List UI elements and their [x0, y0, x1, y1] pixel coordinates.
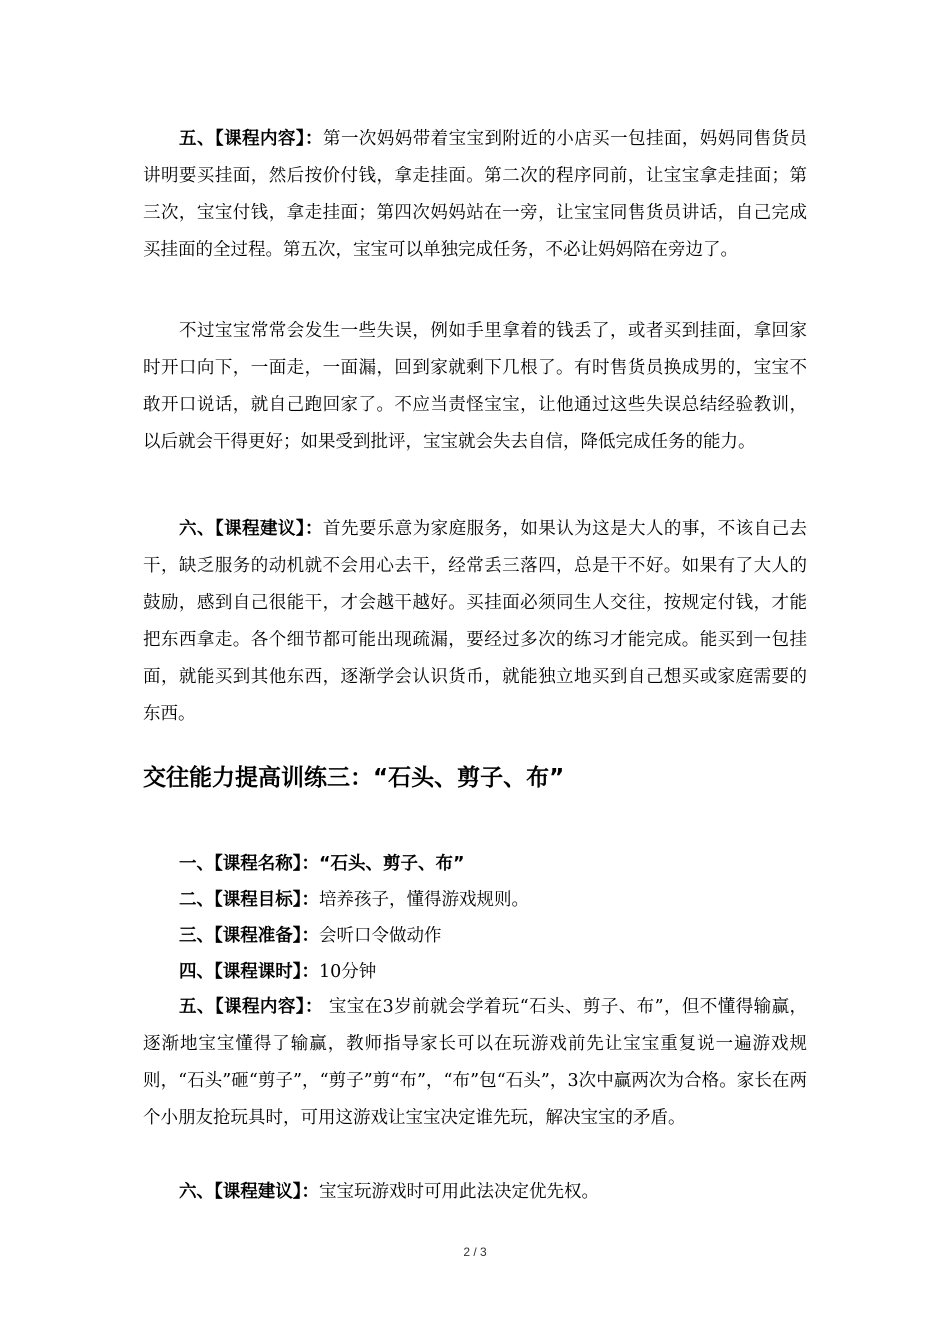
game-advice-label: 六、【课程建议】： [179, 1182, 319, 1202]
course-prep-label: 三、【课程准备】： [179, 926, 319, 946]
page-number: 2 / 3 [463, 1245, 487, 1259]
course-duration-item [179, 954, 376, 991]
mistakes-paragraph [143, 313, 807, 461]
mistakes-text: 不过宝宝常常会发生一些失误，例如手里拿着的钱丢了，或者买到挂面，拿回家时开口向下，一面走，一面漏，回到家就剩下几根了。有时售货员换成男的，宝宝不敢开口说话，就自己跑回家了。不应当责怪宝宝，让他通过这些失误总结经验教训，以后就会干得更好；如果受到批评，宝宝就会失去自信，降低完成任务的能力。 [143, 321, 807, 452]
course-goal-item [179, 882, 529, 919]
course-duration-value: 10分钟 [319, 962, 377, 982]
course-goal-value: 培养孩子，懂得游戏规则。 [319, 890, 529, 910]
course-advice-paragraph [143, 511, 807, 733]
course-content-label: 五、【课程内容】： [179, 129, 323, 149]
game-content-paragraph [143, 989, 807, 1137]
game-advice-item [179, 1174, 599, 1211]
course-prep-item [179, 918, 442, 955]
course-content-paragraph [143, 121, 807, 269]
course-advice-label: 六、【课程建议】： [179, 519, 323, 539]
course-name-item [179, 846, 465, 883]
course-prep-value: 会听口令做动作 [319, 926, 442, 946]
game-advice-text: 宝宝玩游戏时可用此法决定优先权。 [319, 1182, 599, 1202]
course-name-value: “石头、剪子、布” [319, 854, 465, 874]
course-goal-label: 二、【课程目标】： [179, 890, 319, 910]
course-advice-text: 首先要乐意为家庭服务，如果认为这是大人的事，不该自己去干，缺乏服务的动机就不会用心去干，经常丢三落四，总是干不好。如果有了大人的鼓励，感到自己很能干，才会越干越好。买挂面必须同生人交往，按规定付钱，才能把东西拿走。各个细节都可能出现疏漏，要经过多次的练习才能完成。能买到一包挂面，就能买到其他东西，逐渐学会认识货币，就能独立地买到自己想买或家庭需要的东西。 [143, 519, 808, 724]
game-content-text: 宝宝在3岁前就会学着玩“石头、剪子、布”，但不懂得输赢，逐渐地宝宝懂得了输赢，教师指导家长可以在玩游戏前先让宝宝重复说一遍游戏规则，“石头”砸“剪子”，“剪子”剪“布”，“布”包“石头”，3次中赢两次为合格。家长在两个小朋友抢玩具时，可用这游戏让宝宝决定谁先玩，解决宝宝的矛盾。 [143, 997, 808, 1128]
game-content-label: 五、【课程内容】： [179, 997, 323, 1017]
course-name-label: 一、【课程名称】： [179, 854, 319, 874]
section-heading: 交往能力提高训练三：“石头、剪子、布” [143, 765, 565, 791]
course-content-text: 第一次妈妈带着宝宝到附近的小店买一包挂面，妈妈同售货员讲明要买挂面，然后按价付钱，拿走挂面。第二次的程序同前，让宝宝拿走挂面；第三次，宝宝付钱，拿走挂面；第四次妈妈站在一旁，让宝宝同售货员讲话，自己完成买挂面的全过程。第五次，宝宝可以单独完成任务，不必让妈妈陪在旁边了。 [143, 129, 808, 260]
course-duration-label: 四、【课程课时】： [179, 962, 319, 982]
